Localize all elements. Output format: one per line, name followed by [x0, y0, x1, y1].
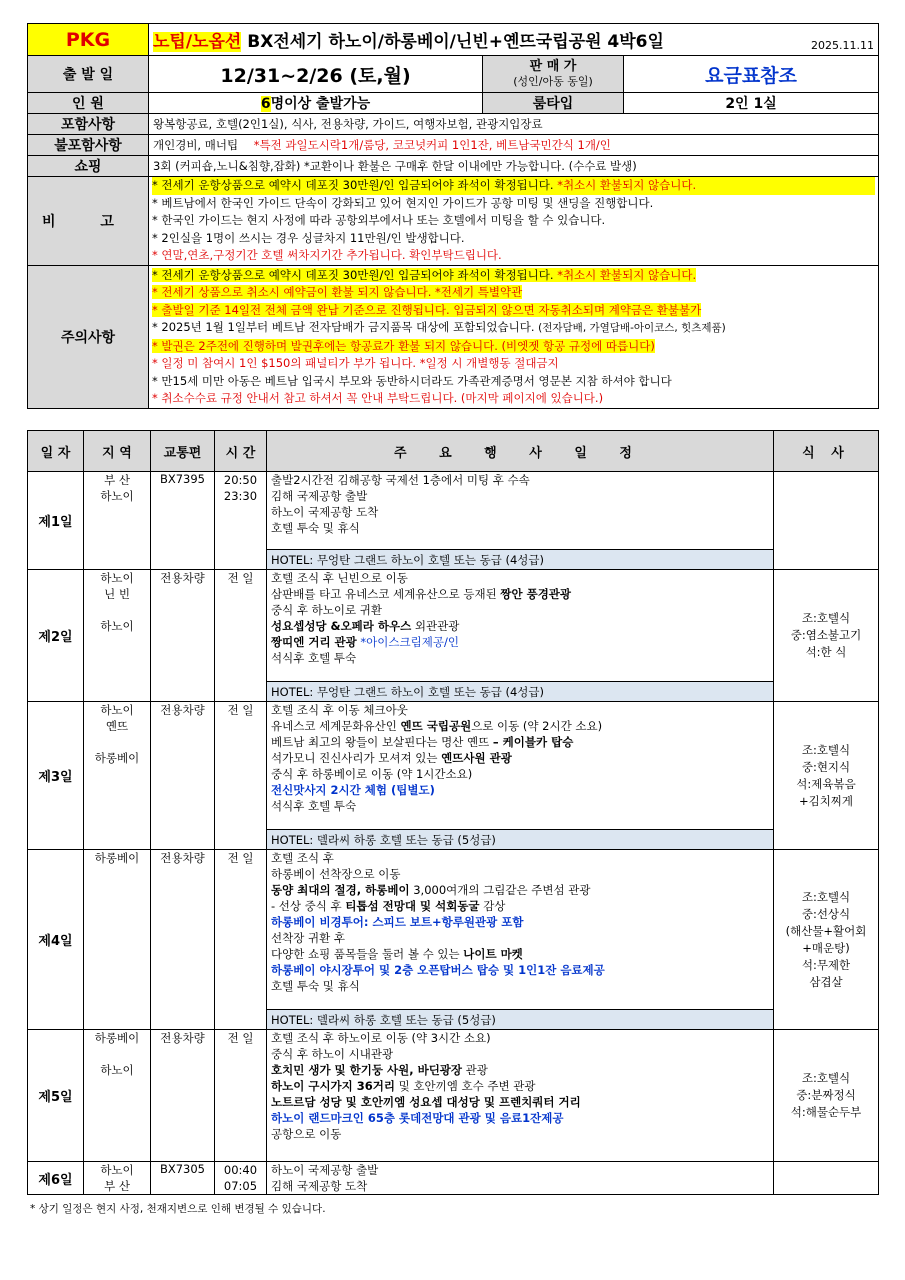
itinerary-line: 석가모니 진신사리가 모셔져 있는 옌뜨사원 관광 [271, 751, 512, 765]
day-itinerary [267, 570, 774, 682]
region-name: 하노이 [100, 1063, 134, 1077]
people-value-cell [149, 93, 483, 114]
price-sublabel: (성인/아동 동일) [513, 75, 593, 88]
region-name: 하노이 [100, 619, 134, 633]
region-name: 하노이 [100, 571, 134, 585]
header-time: 시 간 [215, 431, 267, 472]
time-value: 07:05 [223, 1179, 258, 1193]
exclude-label: 불포함사항 [28, 135, 149, 156]
region-name: 하롱베이 [94, 851, 140, 865]
price-label-cell [483, 56, 624, 93]
itinerary-line: 하롱베이 비경투어: 스피드 보트+항루원관광 포함 [271, 915, 524, 929]
caution-line: * 취소수수료 규정 안내서 참고 하셔서 꼭 안내 부탁드립니다. (마지막 페이지에 있습니다.) [152, 391, 604, 405]
page-title: BX전세기 하노이/하롱베이/닌빈+옌뜨국립공원 4박6일 [247, 32, 664, 52]
time-value: 23:30 [223, 489, 258, 503]
day-itinerary [267, 702, 774, 830]
itinerary-line: 선착장 귀환 후 [271, 931, 345, 945]
day-times [215, 1030, 267, 1162]
itinerary-line: 호텔 조식 후 이동 체크아웃 [271, 703, 408, 717]
caution-line: * 만15세 미만 아동은 베트남 입국시 부모와 동반하시더라도 가족관계증명서 영문본 지참 하셔야 합니다 [152, 373, 672, 388]
itinerary-line: 동양 최대의 절경, 하롱베이 3,000여개의 그림같은 주변섬 관광 [271, 883, 591, 897]
day-times [215, 850, 267, 1030]
shopping-value: 3회 (커피숍,노니&침향,잡화) *교환이나 환불은 구매후 한달 이내에만 가능합니다. (수수료 발생) [149, 156, 879, 177]
day-itinerary [267, 472, 774, 550]
day-label: 제1일 [28, 472, 84, 570]
caution-line: * 2025년 1월 1일부터 베트남 전자담배가 금지품목 대상에 포함되었습니다. (전자담배, 가열담배-아이코스, 힛츠제품) [152, 320, 726, 334]
day-times [215, 1162, 267, 1195]
itinerary-line: 다양한 쇼핑 품목들을 둘러 볼 수 있는 나이트 마켓 [271, 947, 523, 961]
meal-line: 중:현지식 [801, 759, 851, 774]
itinerary-line: 호텔 조식 후 [271, 851, 334, 865]
cautions-label: 주의사항 [28, 266, 149, 409]
caution-line: * 일정 미 참여시 1인 $150의 패널티가 부가 됩니다. *일정 시 개별행동 절대금지 [152, 356, 559, 370]
day-meals [774, 702, 879, 850]
meal-line: +김치찌게 [798, 793, 854, 808]
itinerary-line: 중식 후 하노이로 귀환 [271, 603, 382, 617]
itinerary-line: 석식후 호텔 투숙 [271, 799, 357, 813]
departure-value: 12/31~2/26 (토,월) [149, 56, 483, 93]
day-transport: 전용차량 [151, 570, 215, 702]
day-regions [84, 702, 151, 850]
region-name: 하롱베이 [94, 751, 140, 765]
day-itinerary [267, 850, 774, 1010]
people-min: 6 [260, 96, 271, 112]
info-table [27, 23, 879, 409]
header-itinerary: 주 요 행 사 일 정 [267, 431, 774, 472]
hotel-info: HOTEL: 무엉탄 그랜드 하노이 호텔 또는 동급 (4성급) [267, 550, 774, 570]
day-label: 제3일 [28, 702, 84, 850]
remarks-label: 비 고 [28, 177, 149, 266]
caution-line: * 전세기 운항상품으로 예약시 데포짓 30만원/인 입금되어야 좌석이 확정됩니다. *취소시 환불되지 않습니다. [152, 267, 697, 282]
schedule-footnote: * 상기 일정은 현지 사정, 천재지변으로 인해 변경될 수 있습니다. [30, 1203, 326, 1215]
itinerary-line: 김해 국제공항 출발 [271, 489, 368, 503]
people-label: 인 원 [28, 93, 149, 114]
itinerary-line: 중식 후 하노이 시내관광 [271, 1047, 394, 1061]
pkg-badge: PKG [28, 24, 149, 56]
itinerary-line: 하노이 국제공항 출발 [271, 1163, 379, 1177]
price-value: 요금표참조 [624, 56, 879, 93]
title-cell [149, 24, 879, 56]
meal-line: 석:해물순두부 [790, 1105, 862, 1119]
itinerary-line: 성요셉성당 &오페라 하우스 외관관광 [271, 619, 460, 633]
time-value: 전 일 [227, 703, 254, 717]
remark-line: * 2인실을 1명이 쓰시는 경우 싱글차지 11만원/인 발생합니다. [152, 230, 465, 245]
meal-line: 조:호텔식 [801, 1071, 851, 1085]
day-meals [774, 472, 879, 570]
issue-date: 2025.11.11 [811, 39, 875, 52]
itinerary-line: 전신맛사지 2시간 체험 (팁별도) [271, 783, 435, 797]
day-regions [84, 1030, 151, 1162]
day-times [215, 570, 267, 702]
region-name: 닌 빈 [104, 587, 130, 601]
day-transport: BX7395 [151, 472, 215, 570]
price-label: 판 매 가 [529, 59, 577, 74]
day-itinerary [267, 1162, 774, 1195]
caution-line: * 전세기 상품으로 취소시 예약금이 환불 되지 않습니다. *전세기 특별약관 [152, 285, 523, 299]
meal-line: 중:염소불고기 [790, 628, 862, 642]
remark-line: * 연말,연초,구정기간 호텔 써차지기간 추가됩니다. 확인부탁드립니다. [152, 248, 502, 263]
room-value: 2인 1실 [624, 93, 879, 114]
itinerary-line: 유네스코 세계문화유산인 옌뜨 국립공원으로 이동 (약 2시간 소요) [271, 719, 603, 733]
itinerary-line: 호텔 투숙 및 휴식 [271, 979, 360, 993]
meal-line: 중:분짜정식 [796, 1088, 856, 1102]
day-transport: 전용차량 [151, 850, 215, 1030]
itinerary-line: 하노이 구시가지 36거리 및 호안끼엠 호수 주변 관광 [271, 1079, 536, 1093]
itinerary-line: 짱띠엔 거리 관광 *아이스크림제공/인 [271, 635, 459, 649]
time-value: 전 일 [227, 1031, 254, 1045]
day-regions [84, 570, 151, 702]
region-name [88, 734, 146, 750]
meal-line: 조:호텔식 [801, 611, 851, 625]
region-name [88, 1046, 146, 1062]
header-transport: 교통편 [151, 431, 215, 472]
remark-line: * 전세기 운항상품으로 예약시 데포짓 30만원/인 입금되어야 좌석이 확정됩니다. *취소시 환불되지 않습니다. [152, 177, 875, 195]
region-name: 하노이 [100, 489, 134, 503]
day-label: 제5일 [28, 1030, 84, 1162]
day-regions [84, 472, 151, 570]
caution-line: * 출발일 기준 14일전 전체 금액 완납 기준으로 진행됩니다. 입금되지 않으면 자동취소되며 계약금은 환불불가 [152, 302, 702, 317]
meal-line: +매운탕) [802, 940, 850, 955]
meal-line: 석:제육볶음 [796, 776, 856, 791]
hotel-info: HOTEL: 델라씨 하롱 호텔 또는 동급 (5성급) [267, 1010, 774, 1030]
itinerary-line: - 선상 중식 후 티톱섬 전망대 및 석회동굴 감상 [271, 899, 506, 913]
departure-label: 출 발 일 [28, 56, 149, 93]
time-value: 전 일 [227, 851, 254, 865]
itinerary-line: 공항으로 이동 [271, 1127, 342, 1141]
schedule-table [27, 430, 879, 1195]
remark-line: * 베트남에서 한국인 가이드 단속이 강화되고 있어 현지인 가이드가 공항 미팅 및 샌딩을 진행합니다. [152, 195, 654, 210]
region-name: 부 산 [104, 1179, 130, 1193]
itinerary-line: 베트남 최고의 왕들이 보살핀다는 명산 옌뜨 – 케이블카 탑승 [271, 735, 574, 749]
meal-line: 삼겹살 [809, 974, 843, 989]
time-value: 20:50 [223, 473, 258, 487]
meal-line: 조:호텔식 [801, 742, 851, 757]
shopping-label: 쇼핑 [28, 156, 149, 177]
meal-line: 조:호텔식 [801, 889, 851, 904]
time-value: 00:40 [223, 1163, 258, 1177]
day-label: 제4일 [28, 850, 84, 1030]
caution-line: * 발권은 2주전에 진행하며 발권후에는 항공료가 환불 되지 않습니다. (비엣젯 항공 규정에 따릅니다) [152, 338, 655, 353]
exclude-value: 개인경비, 매너팁 [153, 138, 239, 152]
day-times [215, 472, 267, 570]
itinerary-line: 노트르담 성당 및 호안끼엠 성요셉 대성당 및 프렌치쿼터 거리 [271, 1095, 581, 1109]
meal-line: 석:무제한 [801, 957, 851, 972]
day-meals [774, 1162, 879, 1195]
day-transport: BX7305 [151, 1162, 215, 1195]
itinerary-line: 하롱베이 야시장투어 및 2층 오픈탑버스 탑승 및 1인1잔 음료제공 [271, 963, 605, 977]
day-meals [774, 1030, 879, 1162]
day-meals [774, 850, 879, 1030]
itinerary-line: 하노이 랜드마크인 65층 롯데전망대 관광 및 음료1잔제공 [271, 1111, 564, 1125]
room-label: 룸타입 [483, 93, 624, 114]
itinerary-line: 호치민 생가 및 한기둥 사원, 바딘광장 관광 [271, 1063, 488, 1077]
time-value: 전 일 [227, 571, 254, 585]
route-tag: 노팁/노옵션 [153, 32, 242, 52]
day-regions [84, 1162, 151, 1195]
day-transport: 전용차량 [151, 1030, 215, 1162]
cautions-list [149, 266, 879, 409]
day-meals [774, 570, 879, 702]
day-itinerary [267, 1030, 774, 1162]
itinerary-line: 하롱베이 선착장으로 이동 [271, 867, 401, 881]
day-times [215, 702, 267, 850]
day-regions [84, 850, 151, 1030]
itinerary-line: 중식 후 하롱베이로 이동 (약 1시간소요) [271, 767, 473, 781]
region-name: 옌뜨 [105, 719, 129, 733]
region-name [88, 602, 146, 618]
people-value: 명이상 출발가능 [270, 96, 371, 112]
itinerary-line: 김해 국제공항 도착 [271, 1179, 368, 1193]
meal-line: 중:선상식 [801, 906, 851, 921]
itinerary-line: 호텔 투숙 및 휴식 [271, 521, 360, 535]
meal-line: 석:한 식 [805, 645, 847, 659]
header-day: 일 자 [28, 431, 84, 472]
include-label: 포함사항 [28, 114, 149, 135]
include-value: 왕복항공료, 호텔(2인1실), 식사, 전용차량, 가이드, 여행자보험, 관광지입장료 [149, 114, 879, 135]
exclude-note: *특전 과일도시락1개/룸당, 코코넛커피 1인1잔, 베트남국민간식 1개/인 [253, 138, 611, 152]
region-name: 하롱베이 [94, 1031, 140, 1045]
header-meal: 식 사 [774, 431, 879, 472]
meal-line: (해산물+활어회 [785, 923, 867, 938]
itinerary-line: 출발2시간전 김해공항 국제선 1층에서 미팅 후 수속 [271, 473, 530, 487]
region-name: 하노이 [100, 1163, 134, 1177]
day-transport: 전용차량 [151, 702, 215, 850]
region-name: 부 산 [104, 473, 130, 487]
itinerary-line: 삼판배를 타고 유네스코 세계유산으로 등재된 짱안 풍경관광 [271, 587, 572, 601]
region-name: 하노이 [100, 703, 134, 717]
hotel-info: HOTEL: 무엉탄 그랜드 하노이 호텔 또는 동급 (4성급) [267, 682, 774, 702]
itinerary-line: 호텔 조식 후 닌빈으로 이동 [271, 571, 408, 585]
exclude-cell [149, 135, 879, 156]
itinerary-line: 하노이 국제공항 도착 [271, 505, 379, 519]
hotel-info: HOTEL: 델라씨 하롱 호텔 또는 동급 (5성급) [267, 830, 774, 850]
header-region: 지 역 [84, 431, 151, 472]
remark-line: * 한국인 가이드는 현지 사정에 따라 공항외부에서나 또는 호텔에서 미팅을 할 수 있습니다. [152, 213, 606, 228]
day-label: 제6일 [28, 1162, 84, 1195]
itinerary-line: 호텔 조식 후 하노이로 이동 (약 3시간 소요) [271, 1031, 491, 1045]
remarks-list [149, 177, 879, 266]
day-label: 제2일 [28, 570, 84, 702]
itinerary-line: 석식후 호텔 투숙 [271, 651, 357, 665]
